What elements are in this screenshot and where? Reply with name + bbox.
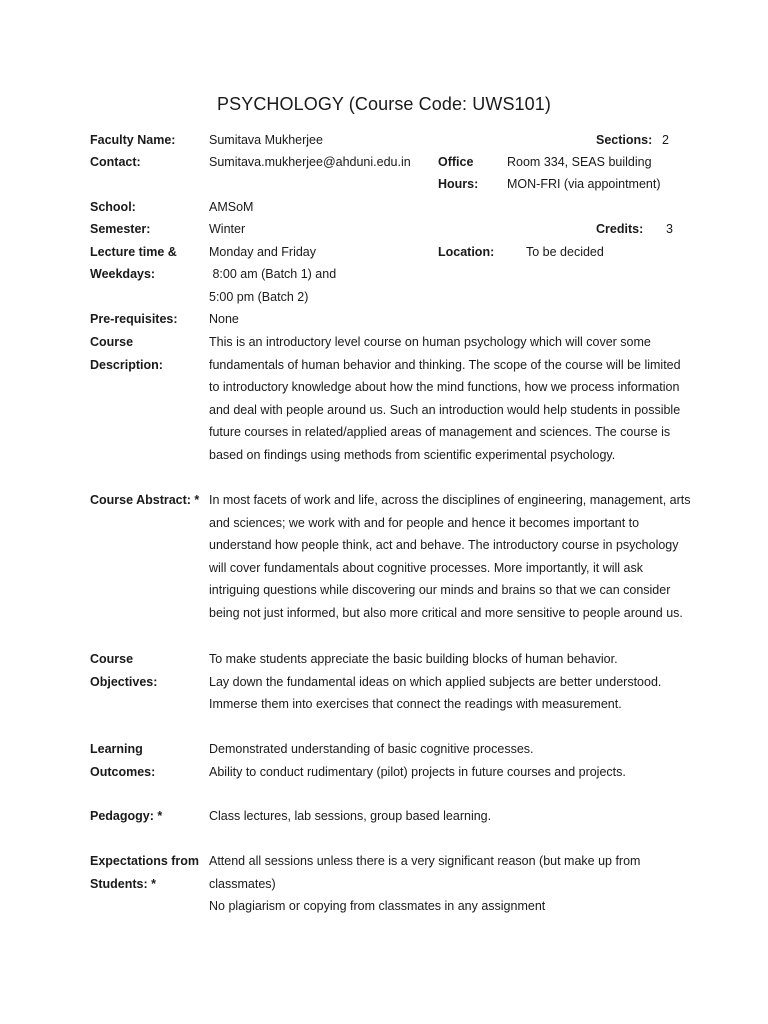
abstract-line: intriguing questions while discovering our minds and brains so that we can consider [209, 583, 671, 598]
contact-label: Contact: [90, 155, 141, 169]
hours-label: Hours: [438, 177, 479, 191]
sections-label: Sections: [596, 133, 653, 147]
pedagogy-line: Class lectures, lab sessions, group based learning. [209, 809, 492, 823]
location-label: Location: [438, 245, 495, 259]
objective-line: Lay down the fundamental ideas on which applied subjects are better understood. [209, 674, 662, 689]
semester-value: Winter [209, 222, 246, 236]
page-title: PSYCHOLOGY (Course Code: UWS101) [217, 94, 551, 114]
abstract-text [209, 493, 709, 629]
description-line: future courses in related/applied areas of management and sciences. The course is [209, 425, 671, 440]
abstract-line: and sciences; we work with and for people and hence it becomes important to [209, 515, 640, 530]
lecture-time-label: Lecture time & [90, 245, 177, 259]
expectations-text [209, 854, 709, 922]
expectation-line: No plagiarism or copying from classmates in any assignment [209, 899, 546, 914]
prerequisites-value: None [209, 312, 239, 326]
sections-value: 2 [662, 133, 669, 147]
abstract-line: will cover fundamentals about cognitive processes. More importantly, it will ask [209, 560, 643, 575]
school-label: School: [90, 200, 136, 214]
description-label: Course [90, 335, 134, 349]
abstract-line: understand how people think, act and behave. The introductory course in psychology [209, 538, 679, 553]
lecture-batch-1-value: 8:00 am (Batch 1) and [209, 267, 337, 281]
lecture-batch-2-value: 5:00 pm (Batch 2) [209, 290, 309, 304]
abstract-line: being not just informed, but also more critical and more sensitive to people around us. [209, 605, 683, 620]
description-line: to introductory knowledge about how the mind functions, how we process information [209, 380, 680, 395]
abstract-label: Course Abstract: * [90, 493, 200, 507]
office-label: Office [438, 155, 474, 169]
outcomes-label: Learning [90, 742, 143, 756]
weekdays-label: Weekdays: [90, 267, 156, 281]
faculty-label: Faculty Name: [90, 133, 176, 147]
description-label-cont: Description: [90, 358, 163, 372]
faculty-value: Sumitava Mukherjee [209, 133, 323, 147]
semester-label: Semester: [90, 222, 151, 236]
description-line: based on findings using methods from scientific experimental psychology. [209, 447, 616, 462]
expectations-label-cont: Students: * [90, 877, 156, 891]
description-line: This is an introductory level course on human psychology which will cover some [209, 335, 651, 349]
objectives-label: Course [90, 652, 134, 666]
outcome-line: Ability to conduct rudimentary (pilot) projects in future courses and projects. [209, 764, 626, 779]
contact-email: Sumitava.mukherjee@ahduni.edu.in [209, 155, 411, 169]
outcomes-text [209, 742, 709, 787]
pedagogy-label: Pedagogy: * [90, 809, 163, 823]
objective-line: Immerse them into exercises that connect the readings with measurement. [209, 697, 622, 712]
school-value: AMSoM [209, 200, 254, 214]
expectations-label: Expectations from [90, 854, 200, 868]
location-value: To be decided [526, 245, 604, 259]
outcome-line: Demonstrated understanding of basic cognitive processes. [209, 742, 534, 756]
objective-line: To make students appreciate the basic building blocks of human behavior. [209, 652, 618, 666]
description-line: and deal with people around us. Such an introduction would help students in possible [209, 402, 681, 417]
prerequisites-label: Pre-requisites: [90, 312, 178, 326]
expectation-line: Attend all sessions unless there is a very significant reason (but make up from [209, 854, 641, 868]
description-text [209, 335, 709, 471]
objectives-label-cont: Objectives: [90, 675, 158, 689]
abstract-line: In most facets of work and life, across the disciplines of engineering, management, arts [209, 493, 691, 507]
objectives-text [209, 652, 709, 720]
credits-value: 3 [666, 222, 673, 236]
office-value: Room 334, SEAS building [507, 155, 652, 169]
credits-label: Credits: [596, 222, 644, 236]
pedagogy-text [209, 809, 709, 832]
hours-value: MON-FRI (via appointment) [507, 177, 661, 191]
expectation-line: classmates) [209, 876, 276, 891]
outcomes-label-cont: Outcomes: [90, 765, 156, 779]
description-line: fundamentals of human behavior and thinking. The scope of the course will be limited [209, 357, 681, 372]
lecture-days-value: Monday and Friday [209, 245, 317, 259]
